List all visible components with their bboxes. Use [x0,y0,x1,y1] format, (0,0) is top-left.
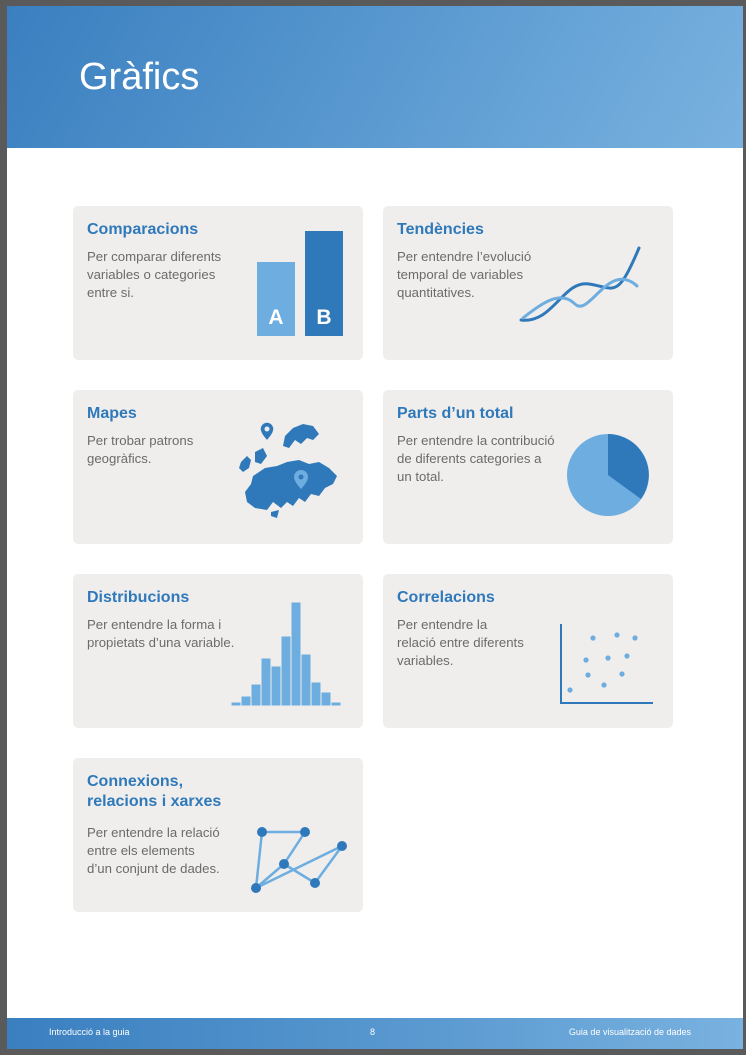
card-description: Per entendre la relació entre diferents variables. [397,617,524,668]
bar-a-label: A [268,306,284,329]
card-title: Connexions, relacions i xarxes [87,773,222,810]
card-description: Per comparar diferents variables o categories entre si. [87,249,222,300]
map-pin-icon [260,422,274,441]
card-correlacions [383,574,673,728]
card-description: Per entendre la forma i propietats d’una variable. [87,617,235,650]
card-distribucions [73,574,363,728]
scatter-plot-icon [559,622,655,706]
card-title: Comparacions [87,221,199,238]
page-title: Gràfics [79,56,200,98]
network-graph-icon [249,826,351,898]
card-description: Per trobar patrons geogràfics. [87,433,194,466]
card-comparacions [73,206,363,360]
card-tendencies [383,206,673,360]
bar-b-label: B [316,306,332,329]
card-mapes [73,390,363,544]
page-footer [7,1018,743,1049]
card-title: Mapes [87,405,137,422]
europe-map-icon [233,418,343,522]
histogram-icon [229,600,343,708]
footer-left-text: Introducció a la guia [49,1027,130,1037]
card-connexions [73,758,363,912]
document-page [7,6,743,1049]
card-parts-total [383,390,673,544]
card-title: Correlacions [397,589,495,606]
card-description: Per entendre la contribució de diferents categories a un total. [397,433,555,484]
card-title: Distribucions [87,589,190,606]
card-description: Per entendre l’evolució temporal de variables quantitatives. [397,249,532,300]
card-description: Per entendre la relació entre els elements d’un conjunt de dades. [87,825,220,876]
card-title: Tendències [397,221,484,238]
page-header [7,6,743,148]
bar-comparison-icon [253,228,347,338]
page-number: 8 [370,1027,376,1037]
trend-lines-icon [513,240,647,326]
footer-right-text: Guia de visualització de dades [568,1027,691,1037]
pie-chart-icon [565,432,651,518]
card-title: Parts d’un total [397,405,514,422]
